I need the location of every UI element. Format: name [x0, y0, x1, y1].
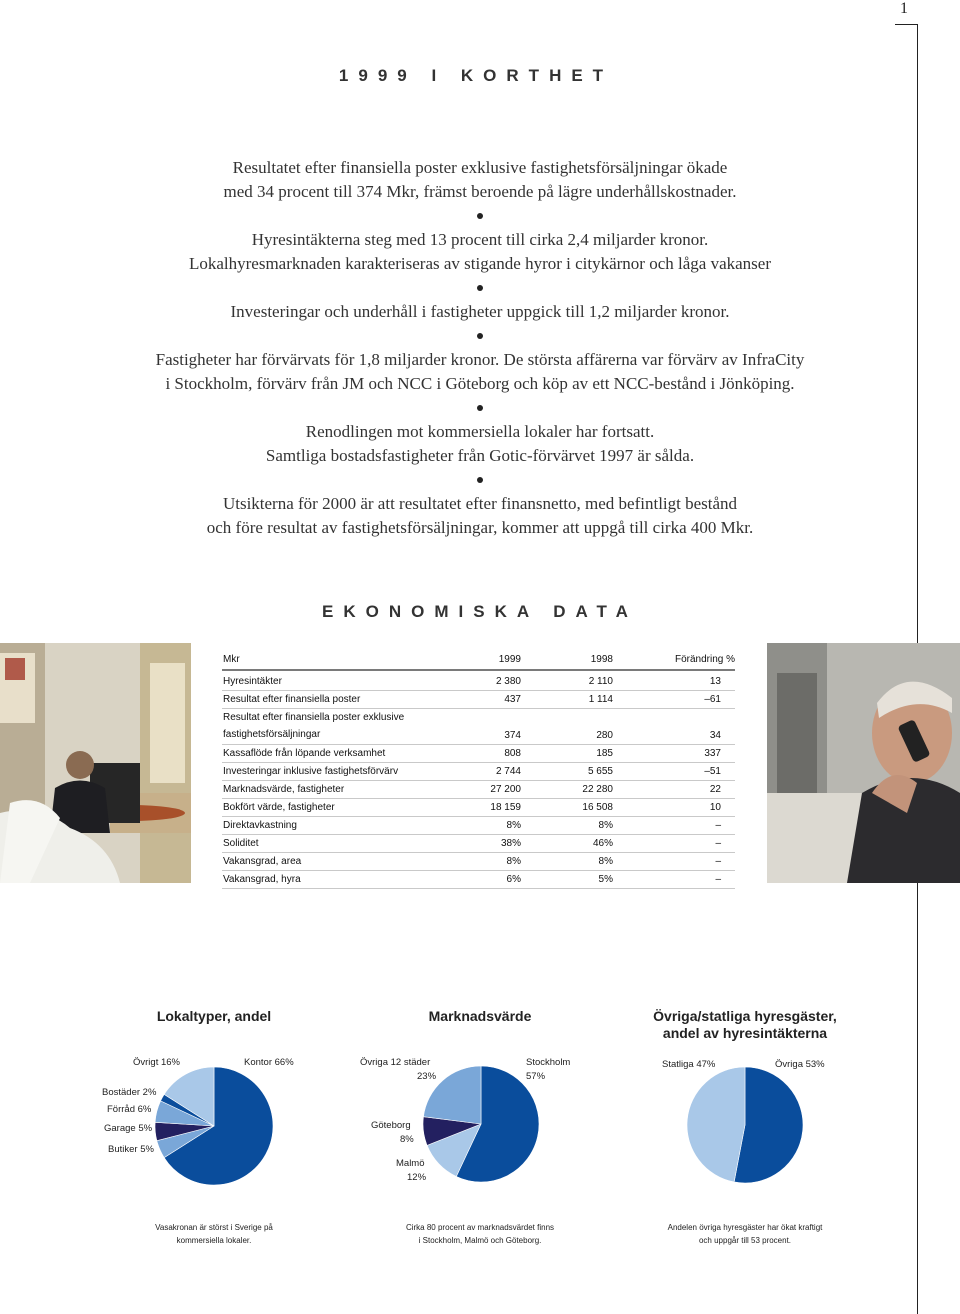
cell-1998: 1 114	[588, 694, 613, 705]
chart-title-line: andel av hyresintäkterna	[662, 1025, 828, 1041]
cell-change: –	[715, 856, 721, 867]
row-label: Investeringar inklusive fastighetsförvärv	[223, 766, 399, 777]
bullet-dot	[0, 468, 960, 492]
table-header-change: Förändring %	[674, 654, 735, 665]
highlight-line: i Stockholm, förvärv från JM och NCC i Göteborg och köp av ett NCC-bestånd i Jönköping.	[165, 374, 795, 393]
photo-man-on-phone	[767, 643, 960, 883]
cell-1999: 2 380	[495, 676, 521, 687]
row-label: Vakansgrad, area	[223, 856, 302, 867]
table-header-row	[222, 650, 735, 671]
highlight-line: Samtliga bostadsfastigheter från Gotic-förvärvet 1997 är sålda.	[265, 446, 695, 465]
cell-1999: 8%	[506, 856, 521, 867]
caption-line: kommersiella lokaler.	[176, 1236, 252, 1245]
pie-chart-lokaltyper	[154, 1066, 274, 1186]
highlight-line: och före resultat av fastighetsförsäljningar, kommer att uppgå till cirka 400 Mkr.	[206, 518, 754, 537]
table-row	[222, 781, 735, 799]
highlight-line: Fastigheter har förvärvats för 1,8 miljarder kronor. De största affärerna var förvärv av InfraCity	[155, 350, 805, 369]
cell-change: 34	[709, 730, 721, 741]
caption-line: Cirka 80 procent av marknadsvärdet finns	[405, 1223, 555, 1232]
cell-change: –51	[704, 766, 721, 777]
chart-title-hyresgaster	[635, 1008, 855, 1042]
row-label: Direktavkastning	[223, 820, 297, 831]
chart-caption-marknadsvarde	[380, 1221, 580, 1247]
table-row	[222, 871, 735, 889]
table-header-1999: 1999	[498, 654, 521, 665]
slice-label-butiker: Butiker 5%	[108, 1144, 154, 1155]
caption-line: i Stockholm, Malmö och Göteborg.	[418, 1236, 542, 1245]
cell-change: 13	[709, 676, 721, 687]
highlight-line: Lokalhyresmarknaden karakteriseras av stigande hyror i citykärnor och låga vakanser	[188, 254, 771, 273]
cell-change: –	[715, 874, 721, 885]
highlights-list	[0, 156, 960, 540]
slice-label-malmo: Malmö	[396, 1158, 425, 1169]
slice-label-bostader: Bostäder 2%	[102, 1087, 157, 1098]
cell-1998: 16 508	[582, 802, 613, 813]
caption-line: och uppgår till 53 procent.	[698, 1236, 792, 1245]
cell-1999: 8%	[506, 820, 521, 831]
photo-man-in-armchair	[0, 643, 191, 883]
cell-1999: 808	[504, 748, 521, 759]
table-row	[222, 673, 735, 691]
cell-1998: 280	[596, 730, 613, 741]
cell-1998: 5 655	[587, 766, 613, 777]
table-row	[222, 853, 735, 871]
pie-slice-statliga	[687, 1067, 745, 1182]
cell-change: 10	[709, 802, 721, 813]
slice-label-kontor: Kontor 66%	[244, 1057, 294, 1068]
row-label: Resultat efter finansiella poster exklusive fastighetsförsäljningar	[223, 712, 405, 740]
row-label: Bokfört värde, fastigheter	[223, 802, 335, 813]
financial-data-table	[222, 650, 735, 889]
bullet-dot	[0, 324, 960, 348]
highlight-line: Resultatet efter finansiella poster exklusive fastighetsförsäljningar ökade	[232, 158, 728, 177]
chart-title-lokaltyper: Lokaltyper, andel	[156, 1008, 272, 1024]
page-number: 1	[900, 0, 908, 17]
cell-1998: 2 110	[588, 676, 613, 687]
caption-line: Andelen övriga hyresgäster har ökat kraftigt	[667, 1223, 823, 1232]
slice-value-goteborg: 8%	[400, 1134, 414, 1145]
cell-1999: 18 159	[490, 802, 521, 813]
slice-label-stockholm: Stockholm	[526, 1057, 571, 1068]
cell-1999: 437	[504, 694, 521, 705]
slice-label-ovriga-stader: Övriga 12 städer	[360, 1057, 431, 1068]
cell-1999: 27 200	[490, 784, 521, 795]
highlight-line: Utsikterna för 2000 är att resultatet efter finansnetto, med befintligt bestånd	[222, 494, 738, 513]
bullet-dot	[0, 204, 960, 228]
cell-1998: 22 280	[582, 784, 613, 795]
row-label: Marknadsvärde, fastigheter	[223, 784, 345, 795]
slice-label-goteborg: Göteborg	[371, 1120, 411, 1131]
highlight-line: med 34 procent till 374 Mkr, främst beroende på lägre underhållskostnader.	[223, 182, 737, 201]
slice-value-stockholm: 57%	[526, 1071, 546, 1082]
cell-1998: 8%	[598, 820, 613, 831]
table-row	[222, 745, 735, 763]
row-label: Soliditet	[223, 838, 259, 849]
row-label: Resultat efter finansiella poster	[223, 694, 361, 705]
table-row	[222, 691, 735, 709]
cell-1999: 38%	[500, 838, 521, 849]
highlight-line: Hyresintäkterna steg med 13 procent till cirka 2,4 miljarder kronor.	[251, 230, 709, 249]
cell-change: 22	[709, 784, 721, 795]
cell-1999: 374	[504, 730, 521, 741]
cell-1999: 6%	[506, 874, 521, 885]
pie-chart-marknadsvarde	[422, 1065, 540, 1183]
table-row	[222, 709, 735, 745]
highlight-line: Renodlingen mot kommersiella lokaler har fortsatt.	[305, 422, 655, 441]
slice-label-forrad: Förråd 6%	[107, 1104, 152, 1115]
slice-label-ovrigt: Övrigt 16%	[133, 1057, 180, 1068]
caption-line: Vasakronan är störst i Sverige på	[155, 1223, 273, 1232]
cell-1998: 46%	[592, 838, 613, 849]
table-row	[222, 763, 735, 781]
cell-1998: 5%	[598, 874, 613, 885]
table-row	[222, 835, 735, 853]
table-row	[222, 817, 735, 835]
table-row	[222, 799, 735, 817]
table-header-mkr: Mkr	[223, 654, 240, 665]
corner-rule-horizontal	[895, 24, 918, 25]
row-label: Hyresintäkter	[223, 676, 282, 687]
chart-caption-lokaltyper	[114, 1221, 314, 1247]
slice-label-garage: Garage 5%	[104, 1123, 153, 1134]
slice-label-ovriga: Övriga 53%	[775, 1059, 825, 1070]
cell-change: –	[715, 820, 721, 831]
slice-value-malmo: 12%	[407, 1172, 427, 1183]
cell-change: –	[715, 838, 721, 849]
cell-change: 337	[704, 748, 721, 759]
table-header-1998: 1998	[590, 654, 613, 665]
cell-1999: 2 744	[495, 766, 521, 777]
slice-value-ovriga-stader: 23%	[417, 1071, 437, 1082]
slice-label-statliga: Statliga 47%	[662, 1059, 716, 1070]
row-label: Vakansgrad, hyra	[223, 874, 301, 885]
bullet-dot	[0, 276, 960, 300]
section-title-highlights: 1999 I KORTHET	[338, 66, 614, 85]
chart-title-marknadsvarde: Marknadsvärde	[428, 1008, 532, 1024]
row-label: Kassaflöde från löpande verksamhet	[223, 748, 386, 759]
cell-1998: 185	[596, 748, 613, 759]
bullet-dot	[0, 396, 960, 420]
section-title-economic-data: EKONOMISKA DATA	[322, 602, 638, 621]
cell-1998: 8%	[598, 856, 613, 867]
pie-chart-hyresgaster	[686, 1066, 804, 1184]
chart-title-line: Övriga/statliga hyresgäster,	[653, 1008, 837, 1024]
cell-change: –61	[704, 694, 721, 705]
chart-caption-hyresgaster	[645, 1221, 845, 1247]
highlight-line: Investeringar och underhåll i fastigheter uppgick till 1,2 miljarder kronor.	[230, 302, 730, 321]
